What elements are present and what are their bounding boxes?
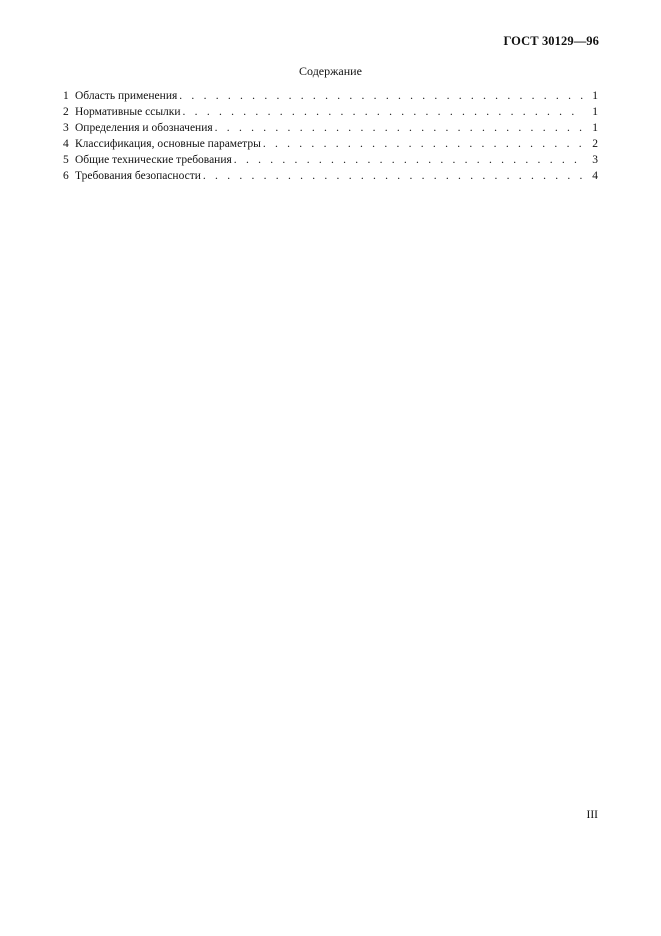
toc-item-number: 1 [63, 90, 69, 102]
toc-item[interactable] [63, 120, 598, 136]
toc-item-label: Определения и обозначения [75, 122, 213, 134]
toc-item[interactable] [63, 152, 598, 168]
toc-dot-leader [215, 120, 584, 136]
toc-item-page: 1 [592, 90, 598, 102]
toc-item-label: Общие технические требования [75, 154, 232, 166]
toc-item-page: 2 [592, 138, 598, 150]
toc-dot-leader [179, 88, 584, 104]
toc-item-label: Нормативные ссылки [75, 106, 181, 118]
toc-item-number: 3 [63, 122, 69, 134]
page-number: III [586, 809, 598, 821]
toc-item-number: 5 [63, 154, 69, 166]
toc-item-page: 3 [592, 154, 598, 166]
toc-item-page: 1 [592, 106, 598, 118]
toc-item-page: 1 [592, 122, 598, 134]
toc-dot-leader [234, 152, 584, 168]
toc-dot-leader [183, 104, 584, 120]
document-code: ГОСТ 30129—96 [503, 34, 599, 48]
toc-item[interactable] [63, 168, 598, 184]
toc-item-label: Классификация, основные параметры [75, 138, 261, 150]
toc-item[interactable] [63, 88, 598, 104]
toc-item-number: 2 [63, 106, 69, 118]
toc-dot-leader [203, 168, 584, 184]
toc-item-number: 6 [63, 170, 69, 182]
toc-title: Содержание [299, 64, 362, 78]
toc-item-label: Область применения [75, 90, 178, 102]
toc-item-number: 4 [63, 138, 69, 150]
toc-item[interactable] [63, 104, 598, 120]
toc-item-label: Требования безопасности [75, 170, 201, 182]
toc-dot-leader [263, 136, 584, 152]
toc-item-page: 4 [592, 170, 598, 182]
table-of-contents [63, 88, 598, 184]
toc-item[interactable] [63, 136, 598, 152]
